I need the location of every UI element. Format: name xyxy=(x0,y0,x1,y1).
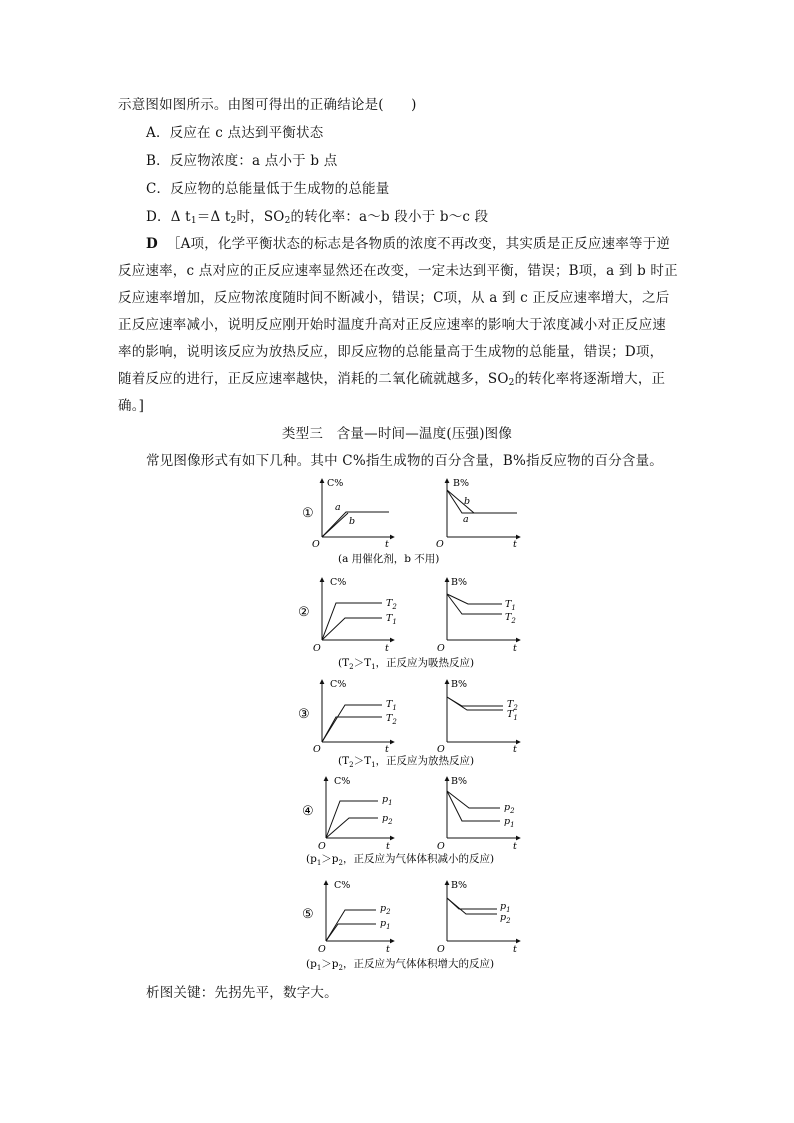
x-axis-label: t xyxy=(385,643,389,654)
curve-p1 xyxy=(326,924,376,941)
curve-label: $T_2$ xyxy=(386,598,397,611)
origin-label: O xyxy=(437,841,445,852)
curve-label: $p_2$ xyxy=(504,802,515,815)
figure-row-2 xyxy=(298,577,520,671)
answer-text: ［A项，化学平衡状态的标志是各物质的浓度不再改变，其实质是正反应速率等于逆 xyxy=(166,236,671,252)
option-text: 反应物浓度：a 点小于 b 点 xyxy=(169,153,338,169)
graph-b-percent xyxy=(437,880,520,955)
graph-c-percent xyxy=(318,880,394,955)
curve-label-b: b xyxy=(349,516,356,527)
curve-p2 xyxy=(447,898,497,914)
figure-row-4 xyxy=(302,776,520,867)
curve-label: $T_1$ xyxy=(507,709,518,722)
x-axis-label: t xyxy=(385,539,389,550)
curve-p2 xyxy=(326,818,378,838)
figure-row-5 xyxy=(302,880,520,972)
origin-label: O xyxy=(313,744,321,755)
origin-label: O xyxy=(437,744,445,755)
x-axis-label: t xyxy=(385,744,389,755)
figure-caption: (a 用催化剂，b 不用) xyxy=(338,553,440,565)
answer-line-7: 确。] xyxy=(118,398,145,414)
curve-t1 xyxy=(322,705,382,742)
subscript: 2 xyxy=(284,216,291,226)
section-intro: 常见图像形式有如下几种。其中 C%指生成物的百分含量，B%指反应物的百分含量。 xyxy=(146,453,663,469)
curve-label: $p_1$ xyxy=(500,901,511,914)
option-text-mid: ＝Δ t xyxy=(196,209,231,225)
graph-c-percent xyxy=(318,776,394,852)
figure-number: ③ xyxy=(298,707,310,722)
curve-p2 xyxy=(447,791,500,808)
curve-label: $p_1$ xyxy=(382,794,393,807)
figure-caption: ($p_1>p_2$，正反应为气体体积减小的反应) xyxy=(306,853,495,867)
curve-label: $p_1$ xyxy=(380,918,391,931)
curve-t1 xyxy=(447,594,502,604)
figure-number: ① xyxy=(302,506,314,521)
graph-b-percent xyxy=(437,577,520,654)
curve-label: $p_2$ xyxy=(382,813,393,826)
origin-label: O xyxy=(318,944,326,955)
figure-number: ④ xyxy=(302,804,314,819)
answer-line-2: 反应速率，c 点对应的正反应速率显然还在改变，一定未达到平衡，错误；B项，a 到 b 时正 xyxy=(118,263,678,279)
figure-caption: ($T_2>T_1$，正反应为放热反应) xyxy=(338,755,475,769)
curve-label-a: a xyxy=(463,514,469,525)
option-letter: D． xyxy=(146,209,171,225)
figure-number: ⑤ xyxy=(302,907,314,922)
graph-b-percent xyxy=(437,679,520,755)
y-axis-label: C% xyxy=(330,679,347,690)
figure-row-1 xyxy=(302,478,520,565)
subscript: 2 xyxy=(508,378,515,388)
graph-b-percent xyxy=(437,776,520,852)
figure-row-3 xyxy=(298,679,520,769)
curve-label: $T_1$ xyxy=(505,599,516,612)
option-letter: C． xyxy=(146,181,171,197)
y-axis-label: C% xyxy=(334,776,351,787)
graph-c-percent xyxy=(313,577,397,654)
y-axis-label: B% xyxy=(451,679,468,690)
origin-label: O xyxy=(437,643,445,654)
x-axis-label: t xyxy=(513,841,517,852)
curve-b xyxy=(322,513,348,537)
curve-label: $T_1$ xyxy=(386,699,397,712)
option-letter: A． xyxy=(146,125,170,141)
y-axis-label: C% xyxy=(330,577,347,588)
curve-label: $p_2$ xyxy=(380,903,391,916)
answer-line-3: 反应速率增加，反应物浓度随时间不断减小，错误；C项，从 a 到 c 正反应速率增大，之后 xyxy=(118,290,670,306)
figure-caption: ($p_1>p_2$，正反应为气体体积增大的反应) xyxy=(306,958,495,972)
x-axis-label: t xyxy=(386,841,390,852)
curve-label-b: b xyxy=(464,496,471,507)
option-letter: B． xyxy=(146,153,170,169)
x-axis-label: t xyxy=(513,539,517,550)
curve-p1 xyxy=(447,898,497,909)
y-axis-label: B% xyxy=(451,880,468,891)
origin-label: O xyxy=(318,841,326,852)
curve-t2 xyxy=(322,717,382,742)
curve-label: $p_1$ xyxy=(504,816,515,829)
x-axis-label: t xyxy=(513,643,517,654)
curve-t2 xyxy=(447,697,503,706)
graph-c-percent xyxy=(312,478,394,550)
curve-p1 xyxy=(447,791,500,821)
curve-t2 xyxy=(322,603,382,640)
section-closing: 析图关键：先拐先平，数字大。 xyxy=(146,985,338,1001)
subscript: 2 xyxy=(230,216,237,226)
curve-a xyxy=(322,512,389,537)
graph-b-percent xyxy=(436,478,520,550)
curve-label: $T_2$ xyxy=(505,612,516,625)
origin-label: O xyxy=(313,643,321,654)
question-intro: 示意图如图所示。由图可得出的正确结论是( ) xyxy=(118,97,417,113)
curve-p1 xyxy=(326,801,378,838)
y-axis-label: C% xyxy=(334,880,351,891)
answer-text: 的转化率将逐渐增大，正 xyxy=(514,371,666,387)
curve-label: $p_2$ xyxy=(500,912,511,925)
answer-line-4: 正反应速率减小，说明反应刚开始时温度升高对正反应速率的影响大于浓度减小对正反应速 xyxy=(118,317,666,333)
x-axis-label: t xyxy=(386,944,390,955)
option-text-pre: Δ t xyxy=(170,209,191,225)
x-axis-label: t xyxy=(513,744,517,755)
origin-label: O xyxy=(436,539,444,550)
answer-line-5: 率的影响，说明该反应为放热反应，即反应物的总能量高于生成物的总能量，错误；D项， xyxy=(118,344,664,360)
figure-number: ② xyxy=(298,605,310,620)
figure-caption: ($T_2>T_1$，正反应为吸热反应) xyxy=(338,657,475,671)
y-axis-label: B% xyxy=(451,577,468,588)
y-axis-label: B% xyxy=(451,776,468,787)
answer-key: D xyxy=(146,236,158,252)
origin-label: O xyxy=(437,944,445,955)
curve-t1 xyxy=(447,697,503,710)
curve-label: $T_2$ xyxy=(507,699,518,712)
y-axis-label: C% xyxy=(327,478,344,489)
option-text: 反应物的总能量低于生成物的总能量 xyxy=(170,181,390,197)
answer-text: 随着反应的进行，正反应速率越快，消耗的二氧化硫就越多，SO xyxy=(118,371,509,387)
origin-label: O xyxy=(312,539,320,550)
graph-c-percent xyxy=(313,679,397,755)
option-text: 反应在 c 点达到平衡状态 xyxy=(169,125,324,141)
curve-p2 xyxy=(326,910,376,941)
curve-label: $T_2$ xyxy=(386,713,397,726)
curve-label-a: a xyxy=(335,502,341,513)
curve-label: $T_1$ xyxy=(386,613,397,626)
subscript: 1 xyxy=(190,216,197,226)
option-text-tail: 的转化率：a～b 段小于 b～c 段 xyxy=(290,209,489,225)
section-title: 类型三 含量—时间—温度(压强)图像 xyxy=(281,426,513,442)
option-text-post: 时，SO xyxy=(236,209,285,225)
x-axis-label: t xyxy=(513,944,517,955)
curve-a xyxy=(447,490,517,513)
curve-t1 xyxy=(322,618,382,640)
y-axis-label: B% xyxy=(453,478,470,489)
